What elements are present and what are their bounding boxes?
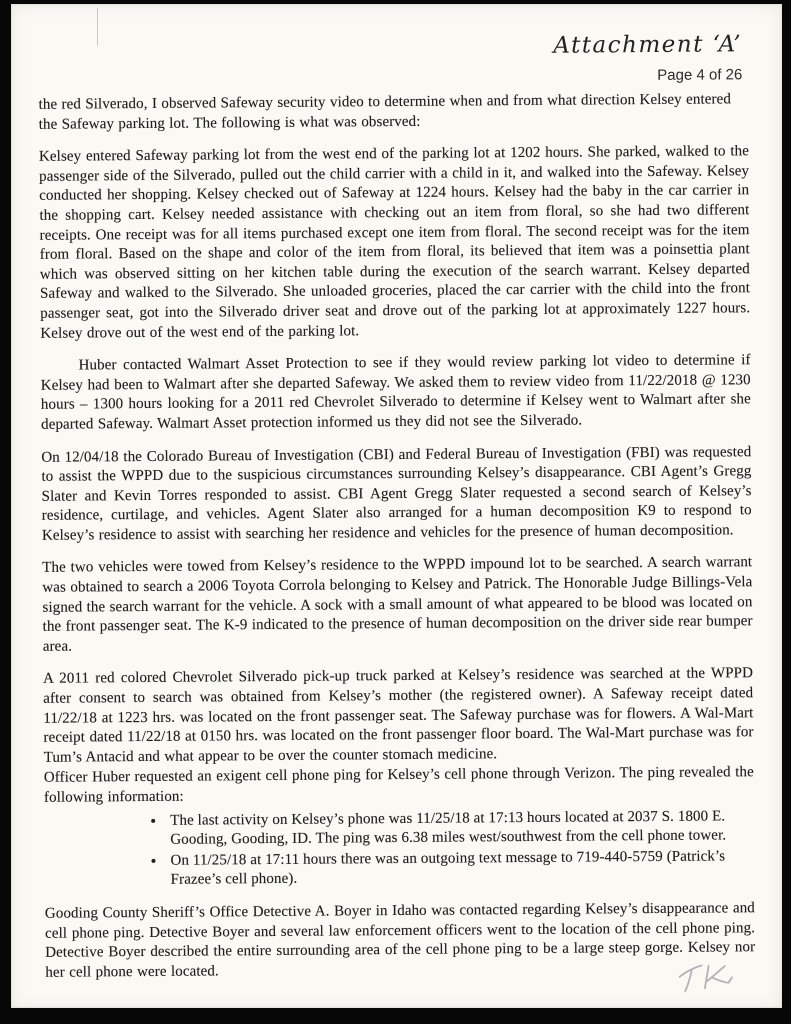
document-page <box>11 4 782 1008</box>
handwritten-initials <box>672 953 742 1006</box>
paragraph-cbi-fbi: On 12/04/18 the Colorado Bureau of Investigation (CBI) and Federal Bureau of Investigation (FBI) was requested to assist the WPPD due to the suspicious circumstances surrounding Kelsey’s disappearance. CBI Agent’s Gregg Slater and Kevin Torres responded to assist. CBI Agent Gregg Slater requested a second search of Kelsey’s residence, curtilage, and vehicles. Agent Slater also arranged for a human decomposition K9 to respond to Kelsey’s residence to assist with searching her residence and vehicles for the presence of human decomposition. <box>41 443 752 544</box>
paragraph-gooding-county: Gooding County Sheriff’s Office Detective A. Boyer in Idaho was contacted regarding Kelsey’s disappearance and cell phone ping. Detective Boyer and several law enforcement officers went to the location of the cell phone ping. Detective Boyer described the entire surrounding area of the cell phone ping to be a large steep gorge. Kelsey nor her cell phone were located. <box>44 900 756 981</box>
paragraph-silverado-search: A 2011 red colored Chevrolet Silverado pick-up truck parked at Kelsey’s residence was searched at the WPPD after consent to search was obtained from Kelsey’s mother (the registered owner). A Safeway receipt dated 11/22/18 at 1223 hrs. was located on the front passenger seat. The Safeway purchase was for flowers. A Wal-Mart receipt dated 11/22/18 at 0150 hrs. was located on the front passenger floor board. The Wal-Mart purchase was for Tum’s Antacid and what appear to be over the counter stomach medicine. <box>42 665 754 766</box>
cell-ping-findings-list <box>44 806 755 892</box>
page-content <box>38 31 755 983</box>
paragraph-vehicles-towed: The two vehicles were towed from Kelsey’s residence to the WPPD impound lot to be searched. A search warrant was obtained to search a 2006 Toyota Corrola belonging to Kelsey and Patrick. The Honorable Judge Billings-Vela signed the search warrant for the vehicle. A sock with a small amount of what appeared to be blood was located on the front passenger seat. The K-9 indicated to the presence of human decomposition on the driver side rear bumper area. <box>42 554 753 655</box>
list-item-outgoing-text: • On 11/25/18 at 17:11 hours there was an outgoing text message to 719-440-5759 (Patrick’s Frazee’s cell phone). <box>166 846 754 891</box>
report-body <box>38 90 755 983</box>
handwritten-initials-strokes <box>672 953 742 1006</box>
attachment-stamp: Attachment ‘A’ <box>553 31 743 59</box>
paragraph-safeway-video: Kelsey entered Safeway parking lot from the west end of the parking lot at 1202 hours. She parked, walked to the passenger side of the Silverado, pulled out the child carrier with a child in it, and walked into the Safeway. Kelsey conducted her shopping. Kelsey checked out of Safeway at 1224 hours. Kelsey had the baby in the car carrier in the shopping cart. Kelsey needed assistance with checking out an item from floral, so she had two different receipts. One receipt was for all items purchased except one item from floral. The second receipt was for the item from floral. Based on the shape and color of the item from floral, its believed that item was a poinsettia plant which was observed sitting on her kitchen table during the execution of the search warrant. Kelsey departed Safeway and walked to the Silverado. She unloaded groceries, placed the car carrier with the child into the front passenger seat, got into the Silverado driver seat and drove out of the parking lot at approximately 1227 hours. Kelsey drove out of the west end of the parking lot. <box>38 143 751 342</box>
paragraph-cell-ping-intro: Officer Huber requested an exigent cell phone ping for Kelsey’s cell phone through Verizon. The ping revealed the following information: <box>43 764 754 806</box>
paragraph-continuation: the red Silverado, I observed Safeway security video to determine when and from what direction Kelsey entered the Safeway parking lot. The following is what was observed: <box>38 91 732 133</box>
paragraph-walmart-video: Huber contacted Walmart Asset Protection to see if they would review parking lot video to determine if Kelsey had been to Walmart after she departed Safeway. We asked them to review video from 11/22/2018 @ 1230 hours – 1300 hours looking for a 2011 red Chevrolet Silverado to determine if Kelsey went to Walmart after she departed Safeway. Walmart Asset protection informed us they did not see the Silverado. <box>40 352 751 433</box>
page-number: Page 4 of 26 <box>657 66 743 84</box>
list-item-last-activity: • The last activity on Kelsey’s phone was 11/25/18 at 17:13 hours located at 2037 S. 1800 E. Gooding, Gooding, ID. The ping was 6.38 miles west/southwest from the cell phone tower. <box>166 806 754 851</box>
